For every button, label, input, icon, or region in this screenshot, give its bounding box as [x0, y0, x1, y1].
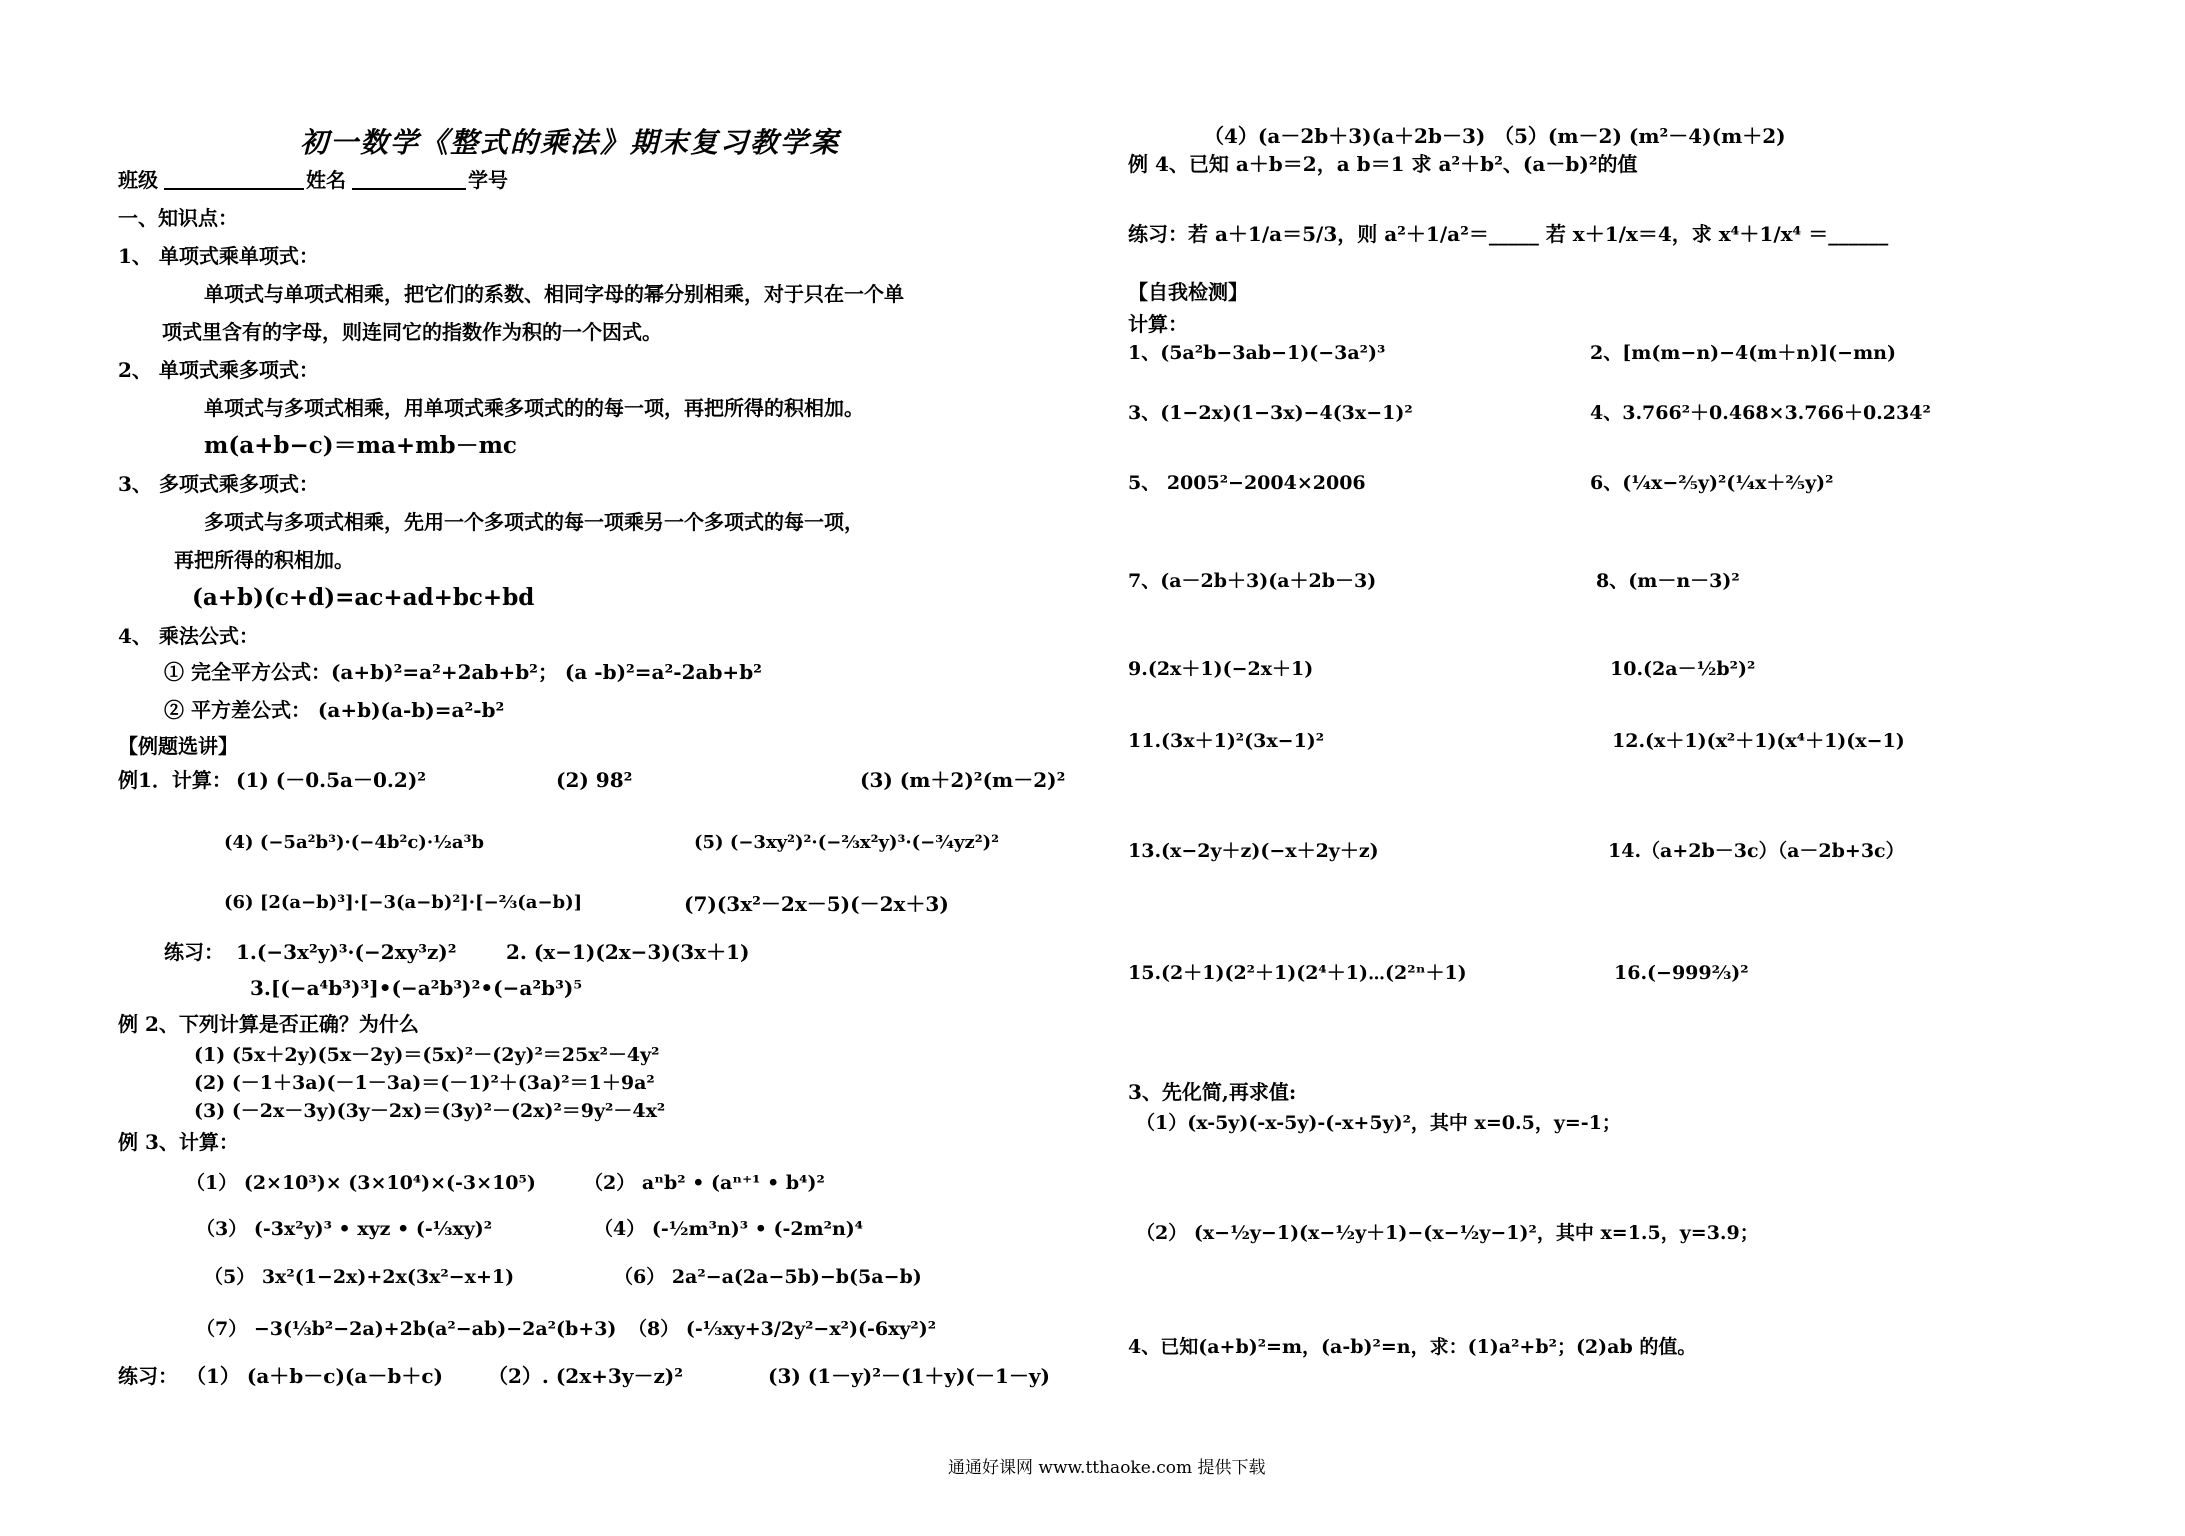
ex2-1: (1) (5x＋2y)(5x－2y)＝(5x)²－(2y)²＝25x²－4y² [194, 1044, 660, 1066]
k3-formula: (a+b)(c+d)=ac+ad+bc+bd [192, 584, 535, 611]
class-blank[interactable] [164, 188, 304, 190]
calc-label: 计算： [1128, 312, 1188, 336]
practice2-label: 练习： [118, 1364, 178, 1388]
ex1-5: (5) (−3xy²)²·(−⅔x²y)³·(−¾yz²)² [694, 832, 999, 853]
ex1-label: 例1．计算： [118, 768, 232, 792]
k3-text-2: 再把所得的积相加。 [174, 548, 354, 572]
practice3: 练习：若 a＋1/a＝5/3，则 a²＋1/a²＝_____ 若 x＋1/x＝4，求 x⁴＋1/x⁴ ＝______ [1128, 222, 1889, 246]
k3-text-1: 多项式与多项式相乘，先用一个多项式的每一项乘另一个多项式的每一项， [204, 510, 864, 534]
ex1-3: (3) (m＋2)²(m－2)² [860, 768, 1066, 792]
k2-text: 单项式与多项式相乘，用单项式乘多项式的的每一项，再把所得的积相加。 [204, 396, 864, 420]
practice1-1: 1.(−3x²y)³·(−2xy³z)² [236, 940, 457, 964]
q2: 2、[m(m−n)−4(m＋n)](−mn) [1590, 342, 1896, 364]
q15: 15.(2＋1)(2²＋1)(2⁴＋1)⋯(2²ⁿ＋1) [1128, 962, 1467, 984]
q5: 5、 2005²−2004×2006 [1128, 472, 1366, 494]
ex3-5: （5） 3x²(1−2x)+2x(3x²−x+1) [204, 1266, 515, 1288]
q1: 1、(5a²b−3ab−1)(−3a²)³ [1128, 342, 1386, 364]
q9: 9.(2x＋1)(−2x＋1) [1128, 658, 1314, 680]
practice2-2: （2）. (2x+3y－z)² [488, 1364, 684, 1388]
ex1-2: (2) 98² [556, 768, 633, 792]
q14: 14.（a+2b－3c）（a－2b+3c） [1608, 840, 1905, 862]
q4: 4、3.766²＋0.468×3.766＋0.234² [1590, 402, 1931, 424]
k2-formula: m(a+b−c)＝ma+mb－mc [204, 432, 517, 459]
ex2-2: (2) (－1＋3a)(－1－3a)＝(－1)²＋(3a)²＝1＋9a² [194, 1072, 655, 1094]
practice2-3: (3) (1－y)²－(1＋y)(－1－y) [768, 1364, 1050, 1388]
ex3-2: （2） aⁿb² • (aⁿ⁺¹ • b⁴)² [584, 1172, 825, 1194]
ex3-1: （1） (2×10³)× (3×10⁴)×(-3×10⁵) [186, 1172, 536, 1194]
id-label: 学号 [468, 168, 508, 192]
ex3-3: （3） (-3x²y)³ • xyz • (-⅓xy)² [196, 1218, 493, 1240]
q3: 3、(1−2x)(1−3x)−4(3x−1)² [1128, 402, 1413, 424]
q6: 6、(¼x−⅖y)²(¼x＋⅖y)² [1590, 472, 1834, 494]
k4-heading: 4、 乘法公式： [118, 624, 259, 648]
ex1-1: (1) (－0.5a－0.2)² [236, 768, 427, 792]
self-check-heading: 【自我检测】 [1128, 280, 1248, 304]
k2-heading: 2、 单项式乘多项式： [118, 358, 319, 382]
practice2-1: （1） (a＋b－c)(a－b＋c) [186, 1364, 443, 1388]
k4-item-2: ② 平方差公式： (a+b)(a-b)=a²-b² [164, 698, 505, 722]
k1-text-2: 项式里含有的字母，则连同它的指数作为积的一个因式。 [162, 320, 662, 344]
sec4: 4、已知(a+b)²=m，(a-b)²=n，求：(1)a²+b²；(2)ab 的值。 [1128, 1336, 1697, 1358]
q10: 10.(2a－½b²)² [1610, 658, 1756, 680]
right-top-5: （5）(m－2) (m²－4)(m＋2) [1494, 124, 1786, 148]
sec3-1: （1）(x-5y)(-x-5y)-(-x+5y)²，其中 x=0.5，y=-1； [1136, 1112, 1621, 1134]
sec3-heading: 3、先化简,再求值: [1128, 1080, 1297, 1104]
ex1-7: (7)(3x²－2x－5)(－2x＋3) [684, 892, 949, 916]
ex3-label: 例 3、计算： [118, 1130, 239, 1154]
k1-heading: 1、 单项式乘单项式： [118, 244, 319, 268]
ex4: 例 4、已知 a＋b＝2，a b＝1 求 a²＋b²、(a－b)²的值 [1128, 152, 1638, 176]
right-top-4: （4）(a－2b＋3)(a＋2b－3) [1204, 124, 1486, 148]
knowledge-heading: 一、知识点： [118, 206, 238, 230]
ex2-3: (3) (－2x－3y)(3y－2x)＝(3y)²－(2x)²＝9y²－4x² [194, 1100, 666, 1122]
ex3-6: （6） 2a²−a(2a−5b)−b(5a−b) [614, 1266, 922, 1288]
k4-item-1: ① 完全平方公式：(a+b)²=a²+2ab+b²； (a -b)²=a²-2ab+b² [164, 660, 762, 684]
ex1-4: (4) (−5a²b³)·(−4b²c)·½a³b [224, 832, 484, 853]
examples-heading: 【例题选讲】 [118, 734, 238, 758]
k1-text-1: 单项式与单项式相乘，把它们的系数、相同字母的幂分别相乘，对于只在一个单 [204, 282, 904, 306]
q11: 11.(3x＋1)²(3x−1)² [1128, 730, 1325, 752]
practice1-3: 3.[(−a⁴b³)³]•(−a²b³)²•(−a²b³)⁵ [250, 976, 583, 1000]
class-label: 班级 [118, 168, 158, 192]
name-blank[interactable] [352, 188, 466, 190]
q13: 13.(x−2y＋z)(−x＋2y＋z) [1128, 840, 1379, 862]
ex3-8: （8） (-⅓xy+3/2y²−x²)(-6xy²)² [628, 1318, 937, 1340]
name-label: 姓名 [306, 168, 346, 192]
q7: 7、(a－2b＋3)(a＋2b－3) [1128, 570, 1377, 592]
q16: 16.(−999⅔)² [1614, 962, 1749, 984]
ex3-4: （4） (-½m³n)³ • (-2m²n)⁴ [594, 1218, 864, 1240]
ex1-6: (6) [2(a−b)³]·[−3(a−b)²]·[−⅔(a−b)] [224, 892, 583, 913]
practice1-2: 2. (x−1)(2x−3)(3x＋1) [506, 940, 750, 964]
footer-credit: 通通好课网 www.tthaoke.com 提供下载 [948, 1458, 1266, 1478]
ex3-7: （7） −3(⅓b²−2a)+2b(a²−ab)−2a²(b+3) [196, 1318, 617, 1340]
q8: 8、(m－n－3)² [1596, 570, 1740, 592]
page-title: 初一数学《整式的乘法》期末复习教学案 [300, 126, 841, 159]
k3-heading: 3、 多项式乘多项式： [118, 472, 319, 496]
q12: 12.(x＋1)(x²＋1)(x⁴＋1)(x−1) [1612, 730, 1905, 752]
practice1-label: 练习： [164, 940, 224, 964]
sec3-2: （2） (x−½y−1)(x−½y＋1)−(x−½y−1)²，其中 x=1.5，y=3.9； [1136, 1222, 1759, 1244]
ex2-label: 例 2、下列计算是否正确？为什么 [118, 1012, 419, 1036]
